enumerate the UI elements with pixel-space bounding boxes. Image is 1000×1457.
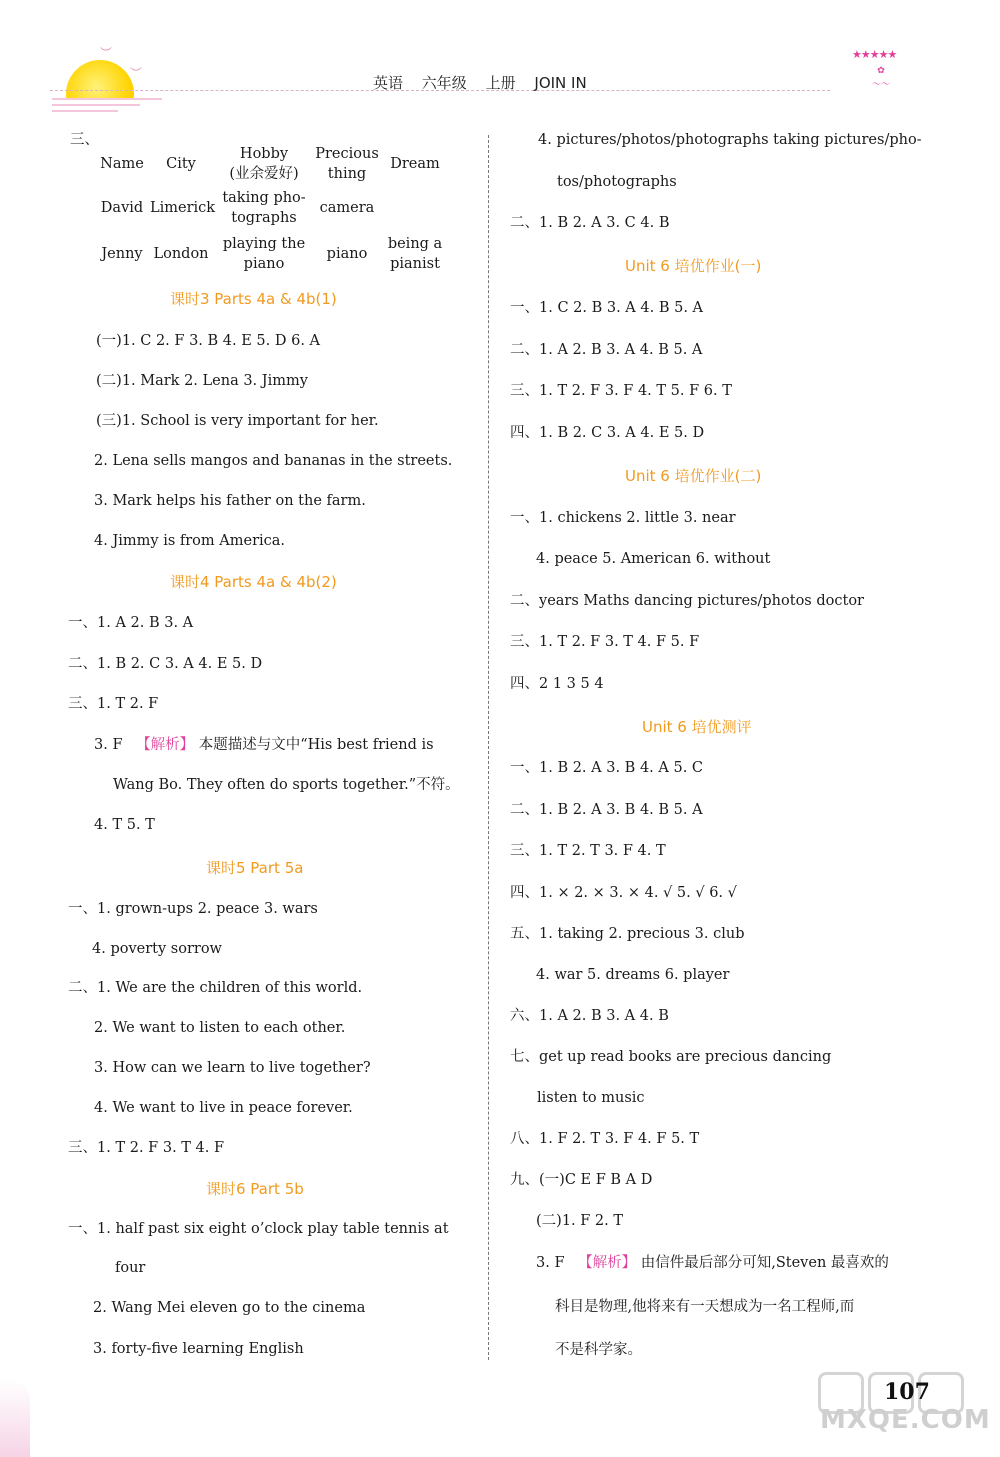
answer-line: 3. How can we learn to live together? <box>94 1060 371 1076</box>
table-cell: Jenny <box>101 246 143 262</box>
flower-decoration <box>0 1380 30 1457</box>
table-header-cell: Precious thing <box>315 146 379 182</box>
analysis-text: 科目是物理,他将来有一天想成为一名工程师,而 <box>555 1299 855 1315</box>
analysis-tag: 【解析】 <box>578 1255 637 1271</box>
bird-icon: ︶ <box>130 66 143 80</box>
answer-line: 4. war 5. dreams 6. player <box>536 967 730 983</box>
answer-line: 一、1. grown-ups 2. peace 3. wars <box>68 901 318 917</box>
answer-line: (三)1. School is very important for her. <box>96 413 379 429</box>
answer-line: 二、1. B 2. A 3. B 4. B 5. A <box>510 802 703 818</box>
header-edition: JOIN IN <box>534 74 587 92</box>
answer-line: 3. Mark helps his father on the farm. <box>94 493 366 509</box>
answer-line: 九、(一)C E F B A D <box>510 1172 653 1188</box>
answer-line: 四、1. × 2. × 3. × 4. √ 5. √ 6. √ <box>510 885 737 901</box>
header-title <box>373 72 601 93</box>
answer-line: 四、1. B 2. C 3. A 4. E 5. D <box>510 425 705 441</box>
table-cell: London <box>153 246 209 262</box>
table-cell: piano <box>326 246 368 262</box>
answer-line: 4. Jimmy is from America. <box>94 533 286 549</box>
header-volume: 上册 <box>485 74 516 92</box>
column-divider <box>488 135 489 1360</box>
answer-line: 二、1. A 2. B 3. A 4. B 5. A <box>510 342 703 358</box>
answer-line <box>536 1253 889 1273</box>
table-cell: camera <box>319 200 375 216</box>
answer-line: 4. We want to live in peace forever. <box>94 1100 353 1116</box>
answer-line: 4. poverty sorrow <box>92 941 222 957</box>
bird-icon: ︶ <box>100 46 113 60</box>
answer-line: 二、1. B 2. A 3. C 4. B <box>510 215 670 231</box>
sun-reflection-lines <box>52 98 162 116</box>
answer-number: 3. F <box>536 1255 565 1271</box>
table-header-cell: City <box>166 156 196 172</box>
analysis-text: 不是科学家。 <box>555 1342 642 1358</box>
table-header-cell: Name <box>100 156 144 172</box>
answer-line: 2. We want to listen to each other. <box>94 1020 346 1036</box>
answer-line: 4. T 5. T <box>94 817 155 833</box>
header-subject: 英语 <box>373 74 404 92</box>
answer-line: 2. Wang Mei eleven go to the cinema <box>93 1300 366 1316</box>
analysis-text: Wang Bo. They often do sports together.”不符。 <box>113 777 460 793</box>
analysis-text: 本题描述与文中“His best friend is <box>198 737 434 753</box>
answer-line: 七、get up read books are precious dancing <box>510 1049 832 1065</box>
section-title: Unit 6 培优作业(二) <box>625 467 762 485</box>
answer-line: 一、1. A 2. B 3. A <box>68 615 194 631</box>
section-title: 课时3 Parts 4a & 4b(1) <box>170 290 337 308</box>
answer-line: 4. peace 5. American 6. without <box>536 551 771 567</box>
answer-line: 三、1. T 2. F 3. T 4. F 5. F <box>510 634 700 650</box>
table-cell: taking pho- tographs <box>222 190 306 226</box>
star-badge-icon: ✿ 〜〜 <box>871 66 890 90</box>
answer-line: 二、years Maths dancing pictures/photos doctor <box>510 593 864 609</box>
answer-line: (二)1. F 2. T <box>536 1213 624 1229</box>
table-cell: playing the piano <box>222 236 306 272</box>
answer-line: 三、1. T 2. T 3. F 4. T <box>510 843 666 859</box>
answer-number: 3. F <box>94 737 123 753</box>
question-marker: 三、 <box>70 132 99 148</box>
answer-line: 一、1. B 2. A 3. B 4. A 5. C <box>510 760 704 776</box>
answer-line: 二、1. We are the children of this world. <box>68 980 363 996</box>
analysis-tag: 【解析】 <box>136 737 195 753</box>
answer-line: 2. Lena sells mangos and bananas in the streets. <box>94 453 453 469</box>
stars-icon: ★★★★★ <box>852 48 897 61</box>
answer-line: 五、1. taking 2. precious 3. club <box>510 926 745 942</box>
page-number: 107 <box>884 1379 930 1405</box>
table-cell: being a pianist <box>387 236 443 272</box>
answer-line: 一、1. chickens 2. little 3. near <box>510 510 736 526</box>
section-title: Unit 6 培优测评 <box>642 718 752 736</box>
answer-line: 一、1. C 2. B 3. A 4. B 5. A <box>510 300 704 316</box>
answer-line: listen to music <box>537 1090 645 1106</box>
answer-line: (二)1. Mark 2. Lena 3. Jimmy <box>96 373 308 389</box>
answer-line <box>94 735 434 755</box>
answer-line: 3. forty-five learning English <box>93 1341 304 1357</box>
watermark-text: MXQE.COM <box>820 1405 991 1435</box>
answer-line: 八、1. F 2. T 3. F 4. F 5. T <box>510 1131 700 1147</box>
table-cell: David <box>100 200 144 216</box>
answer-line: 四、2 1 3 5 4 <box>510 676 604 692</box>
section-title: 课时6 Part 5b <box>206 1180 304 1198</box>
analysis-text: 由信件最后部分可知,Steven 最喜欢的 <box>640 1255 889 1271</box>
section-title: 课时4 Parts 4a & 4b(2) <box>170 573 337 591</box>
answer-line: 4. pictures/photos/photographs taking pictures/pho- <box>538 132 922 148</box>
answer-line: 三、1. T 2. F 3. T 4. F <box>68 1140 225 1156</box>
table-header-cell: Hobby (业余爱好) <box>229 146 299 182</box>
answer-line: 一、1. half past six eight o’clock play table tennis at <box>68 1221 449 1237</box>
answer-line: (一)1. C 2. F 3. B 4. E 5. D 6. A <box>96 333 321 349</box>
answer-line: four <box>115 1260 146 1276</box>
table-header-cell: Dream <box>390 156 440 172</box>
answer-line: 三、1. T 2. F 3. F 4. T 5. F 6. T <box>510 383 732 399</box>
section-title: 课时5 Part 5a <box>206 859 304 877</box>
section-title: Unit 6 培优作业(一) <box>625 257 762 275</box>
header-grade: 六年级 <box>421 74 467 92</box>
answer-line: 三、1. T 2. F <box>68 696 159 712</box>
table-cell: Limerick <box>150 200 216 216</box>
answer-line: 二、1. B 2. C 3. A 4. E 5. D <box>68 656 263 672</box>
answer-line: tos/photographs <box>557 174 677 190</box>
answer-line: 六、1. A 2. B 3. A 4. B <box>510 1008 669 1024</box>
